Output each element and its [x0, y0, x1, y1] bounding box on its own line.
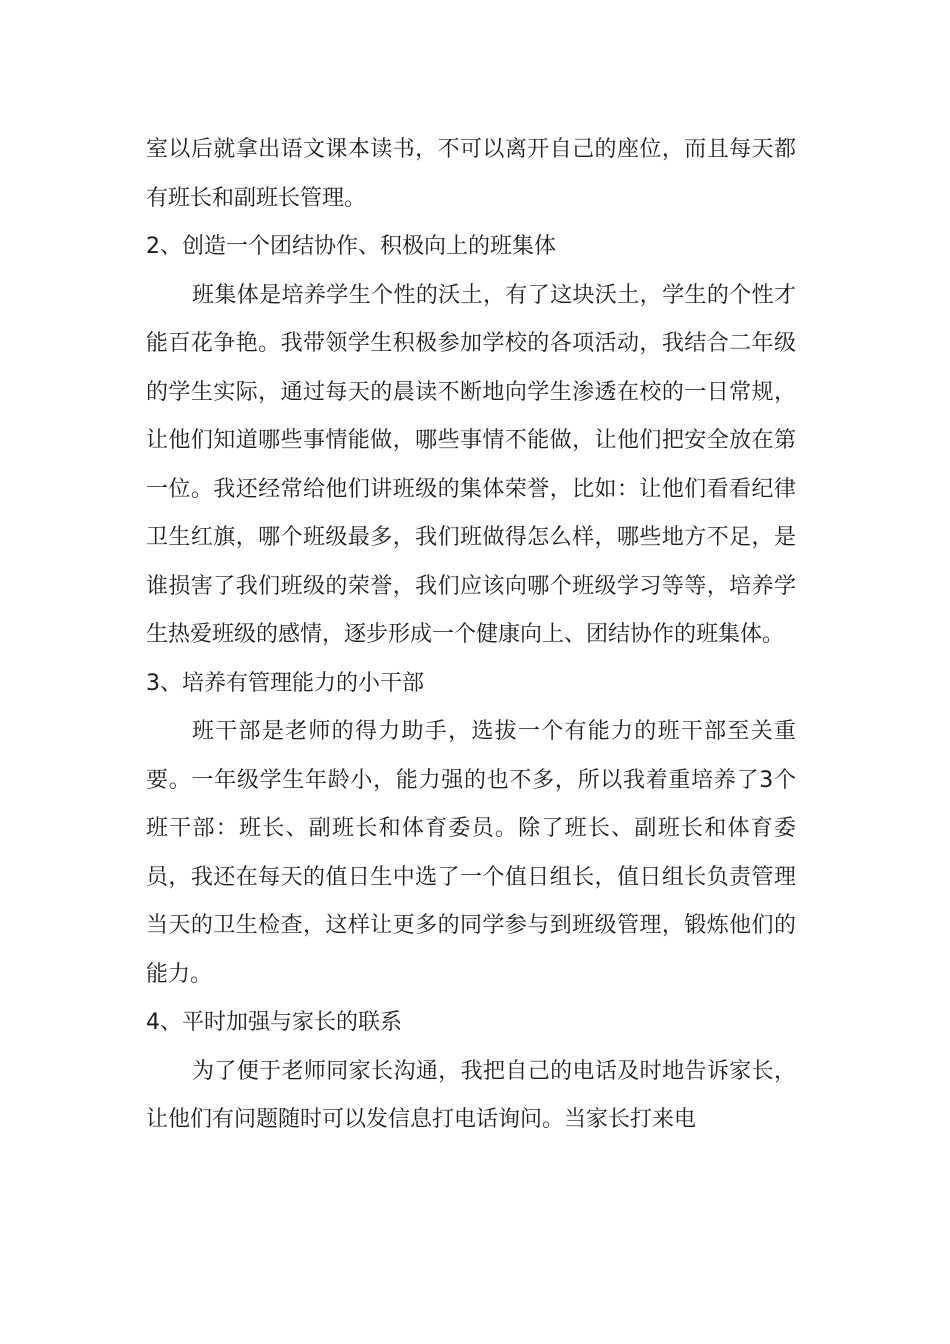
section-heading-3: 3、培养有管理能力的小干部	[146, 670, 424, 696]
section-heading-4: 4、平时加强与家长的联系	[146, 1010, 402, 1035]
paragraph-continuation: 室以后就拿出语文课本读书，不可以离开自己的座位，而且每天都有班长和副班长管理。	[146, 137, 796, 211]
paragraph-class-cadres: 班干部是老师的得力助手，选拔一个有能力的班干部至关重要。一年级学生年龄小，能力强的也不多，所以我着重培养了3个班干部：班长、副班长和体育委员。除了班长、副班长和体育委员，我还在每天的值日生中选了一个值日组长，值日组长负责管理当天的卫生检查，这样让更多的同学参与到班级管理，锻炼他们的能力。	[146, 719, 796, 987]
document-body	[146, 126, 796, 1145]
paragraph-parent-contact: 为了便于老师同家长沟通，我把自己的电话及时地告诉家长，让他们有问题随时可以发信息打电话询问。当家长打来电	[146, 1058, 796, 1132]
section-heading-2: 2、创造一个团结协作、积极向上的班集体	[146, 234, 556, 259]
paragraph-class-collective: 班集体是培养学生个性的沃土，有了这块沃土，学生的个性才能百花争艳。我带领学生积极参加学校的各项活动，我结合二年级的学生实际，通过每天的晨读不断地向学生渗透在校的一日常规，让他们知道哪些事情能做，哪些事情不能做，让他们把安全放在第一位。我还经常给他们讲班级的集体荣誉，比如：让他们看看纪律卫生红旗，哪个班级最多，我们班做得怎么样，哪些地方不足，是谁损害了我们班级的荣誉，我们应该向哪个班级学习等等，培养学生热爱班级的感情，逐步形成一个健康向上、团结协作的班集体。	[146, 282, 796, 647]
